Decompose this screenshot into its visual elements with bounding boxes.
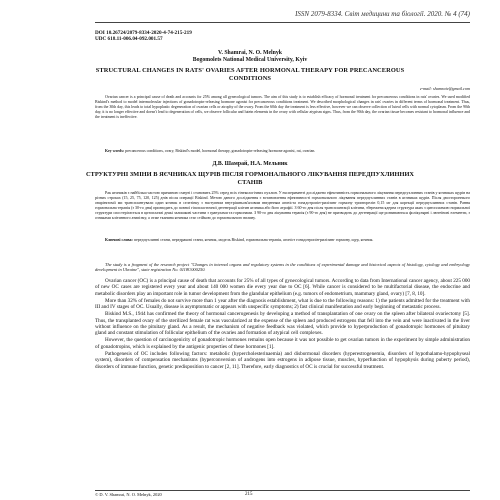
article-identifiers [95,30,192,43]
body-paragraph: However, the question of carcinogenicity of gonadotropic hormones remains open because it was not possible to get ovarian tumors in the experiment by simple administration of gonadotropins, which is explained by the antigenic properties of these hormones [1]. [95,337,470,350]
keywords-en-text: precancerous conditions, ovary, Biskind's model, hormonal therapy, gonadotropin-releasing hormone agonist, rat, ovarian. [125,149,316,153]
article-title-ua: СТРУКТУРНІ ЗМІНИ В ЯЄЧНИКАХ ЩУРІВ ПІСЛЯ ГОРМОНАЛЬНОГО ЛІКУВАННЯ ПЕРЕДПУХЛИННИХ СТАНІВ [85,171,415,186]
author-names-en: V. Shamrai, N. O. Melnyk [218,50,282,56]
footer-copyright: © D. V. Shamrai, N. O. Melnyk, 2020 [95,492,162,497]
body-paragraph: Biskind M.S., 1944 has confirmed the theory of hormonal cancerogenesis by developing a method of transplantation of one ovary on the spleen after bilateral ovariectomy [5]. Thus, the transplanted ovary of the sterilized female rat was vascularized at the expense of the spleen and produced estrogens that fell into the vein and were inactivated in the liver without influence on the pituitary gland. As a result, the mechanism of negative feedback was violated, which provide to hyperproduction of gonadotropic hormones of pituitary gland and constant stimulation of follicular epithelium of the ovaries and formation of atypical cell complexes. [95,311,470,337]
article-title-en: STRUCTURAL CHANGES IN RATS' OVARIES AFTER HORMONAL THERAPY FOR PRECANCEROUS CONDITIONS [95,67,405,82]
abstract-en-text: Ovarian cancer is a principal cause of death and accounts for 25% among all gynecological tumors. The aim of this study is to establish efficacy of hormonal treatment for precancerous conditions in rats' ovaries. We used modified Biskind's method to model intermolecular injections of gonadotropin-releasing hormone agonist for precancerous conditions treatment. We described morphological changes in rats' ovaries in different terms of hormonal treatment. Thus, from the 30th day, this leads to total hypoplastic degeneration of ovarian cells or atrophy of the ovary. From the 60th day the treatment is less effective, however we can observe collection of luteal cells with normal cytoplasm. From the 90th day, it is no longer effective and doesn't lead to degeneration of cells, we observe follicular and lutein elements in the ovary with cellular atypism signs. Thus, from the 90th day, the ovarian tissue becomes resistant to hormonal influence and the treatment is ineffective. [95,95,470,119]
keywords-en-label: Key words: [105,149,125,153]
keywords-ua [95,237,470,242]
keywords-ua-label: Ключові слова: [105,237,133,242]
body-paragraph: More than 32% of females do not survive more than 1 year after the diagnosis establishment, what is due to the following reasons: 1) the patients admitted for the treatment with III and IV stages of OC. Usually, disease is asymptomatic or appears with unspecific symptoms; 2) fast clinical manifestation and early beginning of metastatic process. [95,297,470,311]
keywords-en [95,149,470,154]
body-paragraph: Pathogenesis of OC includes following factors: metabolic (hypercholesterinaemia) and disbormonal disorders (hyperestrogenemia, disorders of hypothalamo-hypophyseal system), disorders of compensation mechanisms (hyperconversion of androgens into estrogens in adipose tissue, muscles, hyperfunction of hypophysis during puberty period), disorders of immune function, genetic predisposition to cancer [2, 11]. Therefore, early diagnostics of OC is crucial for successful treatment. [95,350,470,370]
journal-issn-header: ISSN 2079-8334. Світ медицини та біології. 2020. № 4 (74) [295,10,470,18]
funding-note: The study is a fragment of the research project "Changes in internal organs and regulatory systems in the conditions of experimental damage and historical aspects of histology, cytology and embryology development in Ukraine", state registration No. 0118U000250. [95,262,470,273]
contact-email[interactable]: e-mail: shamraiv@gmail.com [419,86,470,91]
header-divider [95,22,470,23]
author-affiliation-en: Bogomolets National Medical University, Kyiv [192,57,308,63]
udc-line: UDC 618.11-006.04-092.001.57 [95,36,163,43]
authors-block-en [0,50,500,64]
abstract-ua [95,190,470,220]
abstract-en [95,95,470,120]
footer-divider [95,490,470,491]
page-number: 215 [245,492,253,497]
keywords-ua-text: передпухлинні стани, передракові стани, яєчник, модель Biskind, гормональна терапія, агоніст гонадотропін-рилізинг гормону, щур, яєчник. [133,237,374,242]
author-names-ua: Д.В. Шамрай, Н.А. Мельник [212,161,288,167]
article-body [95,278,470,371]
abstract-ua-text: Рак яєчників є найбільш частою причиною смерті і становить 25% серед всіх гінекологічних пухлин. У експерименті досліджено ефективність гормонального лікування передпухлинних станів у яєчниках щурів на різних строках (15, 25, 75, 120, 125) днів після операції Biskind. Метою даного дослідження є встановлення ефективності гормонального лікування передпухлинних станів в яєчниках щурів. Після двостороннього оваріектомії ми трансплантували один яєчник в селезінку з наступним внутрішньом'язовим введенням агоніста гонадотропін-рилізинг гормону трипторелін 0,15 мг для корекції передпухлинних станів. Рання гормональна терапія (з 30-го дня) призводить до повної гіпопластичної дегенерації клітин яєчника або його атрофії. З 60-го дня після трансплантації клітини, збережена ядерна структура яких з цитоплазмою нормальної структури спостерігається в цитоплазмі деякі залишкові частини з гранулами та гормонами. З 90-го дня лікування терапія (з 90-го дня) не призводить до дегенерації ще розвиваються фолікулярні і лютеїнові елементи, з ознаками клітинного атипізму, а отже тканина яєчника стає стійкою до гормонального впливу. [95,190,470,220]
doi-line[interactable]: DOI 10.26724/2079-8334-2020-4-74-215-219 [95,30,192,36]
body-paragraph: Ovarian cancer (OC) is a principal cause of death that accounts for 25% of all types of gynecological tumors. According to data from International cancer agency, about 225 000 of new OC cases are registered every year and about 140 000 women die every year due to OC [6]. While cancer is considered to be multifactorial disease, the endocrine and metabolic disorders play an important role in tumor development from the glandular epithelium (e.g. tumors of endometrium, mammary gland, ovary) [7, 8, 10]. [95,278,470,297]
